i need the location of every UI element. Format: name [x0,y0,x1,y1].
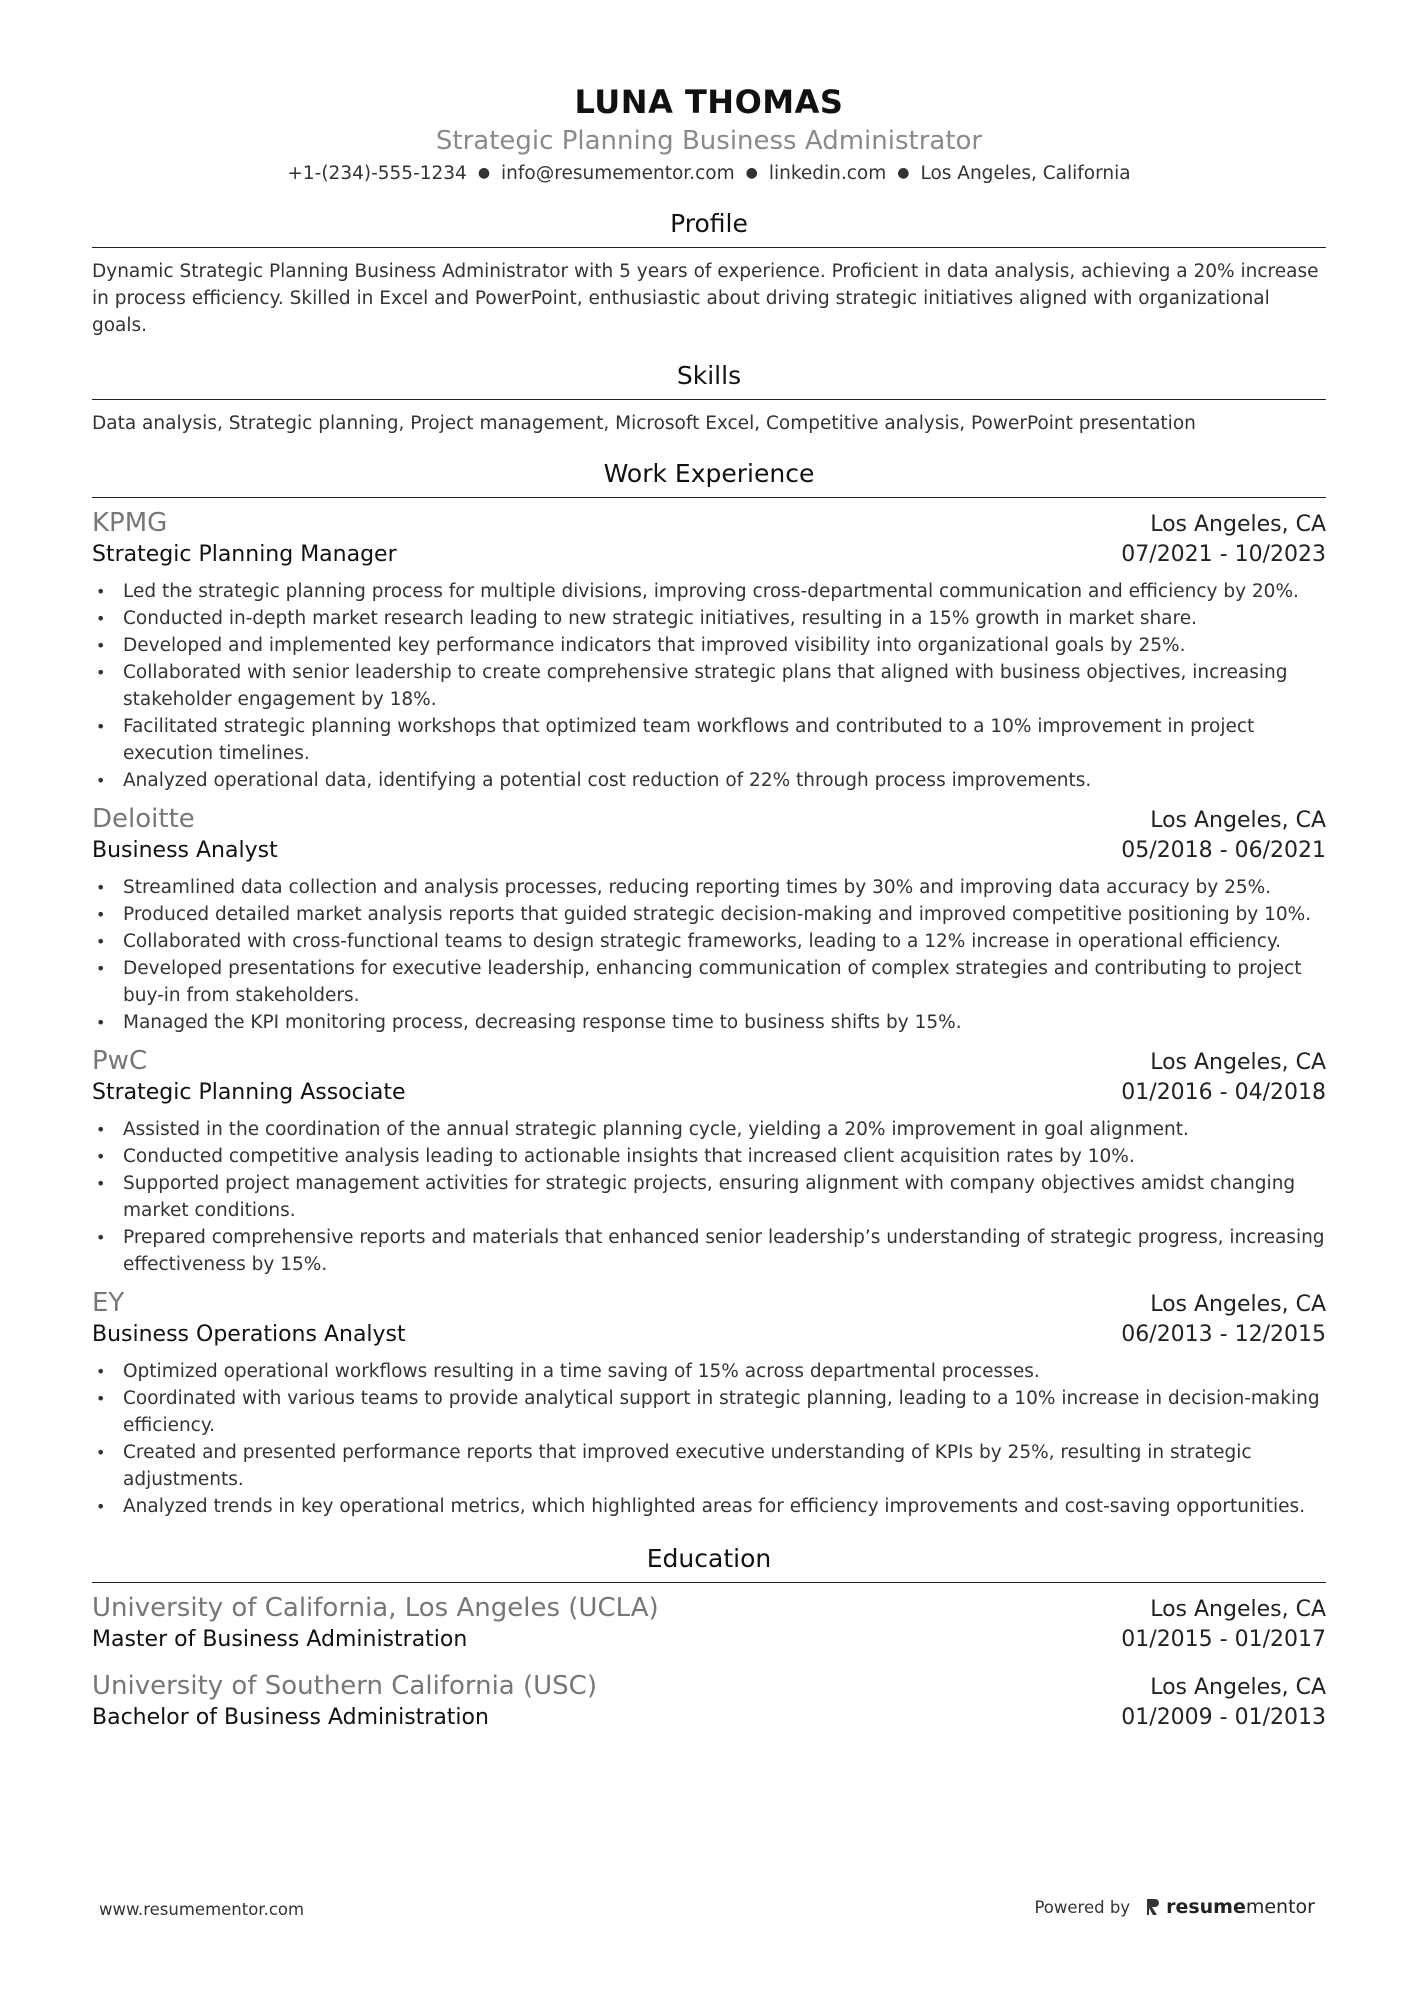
footer-website[interactable]: www.resumementor.com [99,1900,305,1919]
job-dates: 07/2021 - 10/2023 [1121,542,1326,567]
job-bullet: • Created and presented performance reports that improved executive understanding of KPIs by 25%, resulting in strategic adjustments. [92,1439,1326,1493]
edu-degree-row [92,1625,1326,1655]
job-bullet: • Collaborated with cross-functional teams to design strategic frameworks, leading to a 12% increase in operational efficiency. [92,928,1326,955]
job-bullets [92,578,1326,794]
job-bullet: • Managed the KPI monitoring process, decreasing response time to business shifts by 15%. [92,1009,1326,1036]
job-bullet: • Supported project management activities for strategic projects, ensuring alignment with company objectives amidst changing market conditions. [92,1170,1326,1224]
edu-header-row [92,1591,1326,1625]
skills-text: Data analysis, Strategic planning, Project management, Microsoft Excel, Competitive analysis, PowerPoint presentation [92,413,1196,434]
contact-location: Los Angeles, California [920,163,1131,184]
experience-section [92,457,1326,1520]
job-title-row [92,836,1326,866]
company-name: Deloitte [92,804,195,834]
job-bullets [92,874,1326,1036]
section-title-profile: Profile [92,207,1326,248]
job-bullet: • Coordinated with various teams to provide analytical support in strategic planning, leading to a 10% increase in decision-making efficiency. [92,1385,1326,1439]
brand-name-light: mentor [1245,1896,1315,1918]
school-location: Los Angeles, CA [1150,1597,1326,1622]
jobs-list [92,506,1326,1520]
job-header-row [92,1044,1326,1078]
brand-name-bold: resume [1166,1896,1246,1918]
job-location: Los Angeles, CA [1150,808,1326,833]
degree-name: Bachelor of Business Administration [92,1705,489,1730]
edu-header-row [92,1669,1326,1703]
job-bullet: • Analyzed operational data, identifying a potential cost reduction of 22% through process improvements. [92,767,1326,794]
school-name: University of Southern California (USC) [92,1671,597,1701]
section-title-experience: Work Experience [92,457,1326,498]
job-entry [92,1044,1326,1278]
job-bullet: • Streamlined data collection and analysis processes, reducing reporting times by 30% and improving data accuracy by 25%. [92,874,1326,901]
job-header-row [92,802,1326,836]
job-bullet: • Collaborated with senior leadership to create comprehensive strategic plans that aligned with business objectives, increasing stakeholder engagement by 18%. [92,659,1326,713]
section-title-skills: Skills [92,359,1326,400]
job-header-row [92,506,1326,540]
job-dates: 05/2018 - 06/2021 [1121,838,1326,863]
job-title: Business Analyst [92,838,278,863]
job-bullet: • Conducted competitive analysis leading to actionable insights that increased client acquisition rates by 10%. [92,1143,1326,1170]
education-entry [92,1591,1326,1655]
candidate-name: LUNA THOMAS [574,83,844,121]
school-location: Los Angeles, CA [1150,1675,1326,1700]
profile-section [92,207,1326,339]
footer-branding [1034,1896,1315,1918]
job-header-row [92,1286,1326,1320]
job-bullet: • Assisted in the coordination of the annual strategic planning cycle, yielding a 20% improvement in goal alignment. [92,1116,1326,1143]
job-bullets [92,1116,1326,1278]
degree-name: Master of Business Administration [92,1627,468,1652]
contact-email[interactable]: info@resumementor.com [501,163,735,184]
education-section [92,1542,1326,1733]
job-bullet: • Facilitated strategic planning workshops that optimized team workflows and contributed to a 10% improvement in project execution timelines. [92,713,1326,767]
candidate-role: Strategic Planning Business Administrator [435,126,983,156]
education-dates: 01/2009 - 01/2013 [1121,1705,1326,1730]
job-location: Los Angeles, CA [1150,512,1326,537]
powered-by-label: Powered by [1034,1897,1131,1917]
job-location: Los Angeles, CA [1150,1050,1326,1075]
job-bullet: • Developed presentations for executive leadership, enhancing communication of complex strategies and contributing to project buy-in from stakeholders. [92,955,1326,1009]
bullet-separator: ● [897,165,910,181]
job-dates: 01/2016 - 04/2018 [1121,1080,1326,1105]
job-entry [92,802,1326,1036]
profile-text: Dynamic Strategic Planning Business Administrator with 5 years of experience. Proficient in data analysis, achieving a 20% increase in process efficiency. Skilled in Excel and PowerPoint, enthusiastic about driving strategic initiatives aligned with organizational goals. [92,261,1319,336]
bullet-separator: ● [477,165,491,181]
company-name: EY [92,1288,125,1318]
edu-degree-row [92,1703,1326,1733]
job-bullet: • Conducted in-depth market research leading to new strategic initiatives, resulting in a 15% growth in market share. [92,605,1326,632]
brand-logo[interactable] [1144,1896,1315,1918]
resume-header [92,80,1326,187]
job-title-row [92,1078,1326,1108]
education-list [92,1591,1326,1733]
contact-phone: +1-(234)-555-1234 [287,163,467,184]
company-name: KPMG [92,508,168,538]
job-bullet: • Produced detailed market analysis reports that guided strategic decision-making and improved competitive positioning by 10%. [92,901,1326,928]
section-title-education: Education [92,1542,1326,1583]
job-entry [92,506,1326,794]
job-dates: 06/2013 - 12/2015 [1121,1322,1326,1347]
resume-content [92,80,1326,1733]
job-title-row [92,1320,1326,1350]
contact-linkedin[interactable]: linkedin.com [768,163,887,184]
job-title: Business Operations Analyst [92,1322,406,1347]
job-title: Strategic Planning Manager [92,542,397,567]
company-name: PwC [92,1046,148,1076]
school-name: University of California, Los Angeles (UCLA) [92,1593,659,1623]
job-bullet: • Prepared comprehensive reports and materials that enhanced senior leadership’s understanding of strategic progress, increasing effectiveness by 15%. [92,1224,1326,1278]
resumementor-logo-icon [1144,1897,1160,1917]
education-entry [92,1669,1326,1733]
job-title: Strategic Planning Associate [92,1080,406,1105]
job-location: Los Angeles, CA [1150,1292,1326,1317]
job-bullets [92,1358,1326,1520]
education-dates: 01/2015 - 01/2017 [1121,1627,1326,1652]
bullet-separator: ● [745,165,758,181]
job-entry [92,1286,1326,1520]
job-title-row [92,540,1326,570]
contact-line [92,160,1326,187]
job-bullet: • Optimized operational workflows resulting in a time saving of 15% across departmental processes. [92,1358,1326,1385]
job-bullet: • Developed and implemented key performance indicators that improved visibility into organizational goals by 25%. [92,632,1326,659]
job-bullet: • Led the strategic planning process for multiple divisions, improving cross-departmental communication and efficiency by 20%. [92,578,1326,605]
job-bullet: • Analyzed trends in key operational metrics, which highlighted areas for efficiency improvements and cost-saving opportunities. [92,1493,1326,1520]
skills-section [92,359,1326,437]
